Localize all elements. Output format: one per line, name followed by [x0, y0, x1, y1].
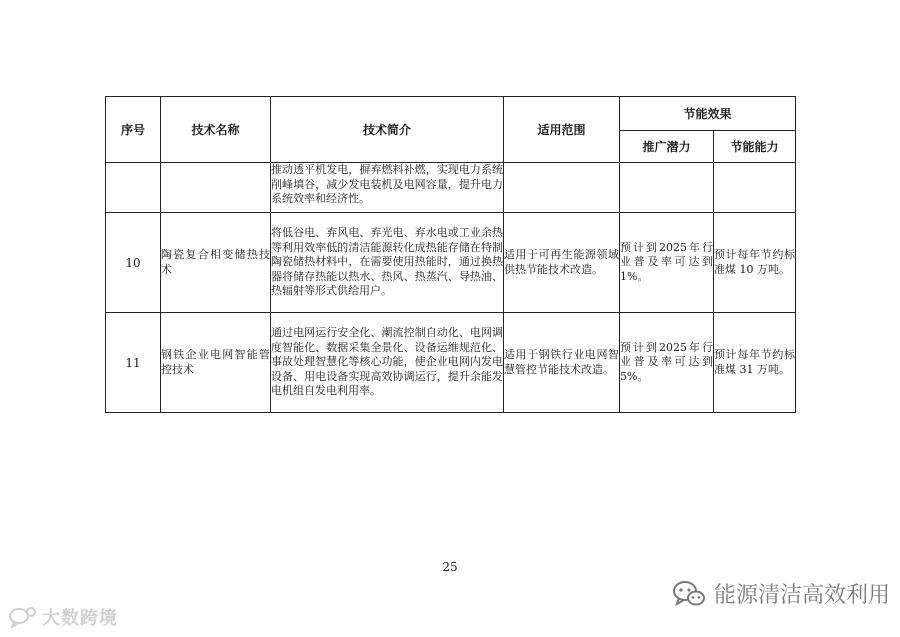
header-scope: 适用范围	[504, 97, 620, 163]
cell-potential: 预计到2025年行业普及率可达到1%。	[620, 213, 714, 313]
cell-capacity: 预计每年节约标准煤 31 万吨。	[714, 313, 796, 413]
cell-desc: 将低谷电、弃风电、弃光电、弃水电或工业余热等利用效率低的清洁能源转化成热能存储在特制陶瓷储热材料中，在需要使用热能时，通过换热器将储存热能以热水、热风、热蒸汽、导热油、热辐射等形式供给用户。	[271, 213, 504, 313]
cell-desc: 推动透平机发电，摒弃燃料补燃，实现电力系统削峰填谷，减少发电装机及电网容量，提升电力系统效率和经济性。	[271, 163, 504, 213]
watermark-left	[8, 604, 118, 630]
cell-capacity	[714, 163, 796, 213]
watermark-right-text: 能源清洁高效利用	[713, 583, 890, 608]
cell-scope	[504, 163, 620, 213]
cell-seq: 11	[106, 313, 161, 413]
wechat-icon	[672, 579, 706, 609]
watermark-left-text: 大数跨境	[42, 608, 118, 629]
cell-seq	[106, 163, 161, 213]
cell-scope: 适用于钢铁行业电网智慧管控节能技术改造。	[504, 313, 620, 413]
cell-desc: 通过电网运行安全化、潮流控制自动化、电网调度智能化、数据采集全景化、设备运维规范化、事故处理智慧化等核心功能，使企业电网内发电设备、用电设备实现高效协调运行，提升余能发电机组自发电利用率。	[271, 313, 504, 413]
header-potential: 推广潜力	[620, 131, 714, 163]
cell-potential	[620, 163, 714, 213]
cell-name: 陶瓷复合相变储热技术	[161, 213, 271, 313]
cell-name: 钢铁企业电网智能管控技术	[161, 313, 271, 413]
dialog-bubble-icon	[8, 606, 38, 628]
header-tech-name: 技术名称	[161, 97, 271, 163]
header-tech-desc: 技术简介	[271, 97, 504, 163]
cell-potential: 预计到2025年行业普及率可达到5%。	[620, 313, 714, 413]
cell-capacity: 预计每年节约标准煤 10 万吨。	[714, 213, 796, 313]
cell-scope: 适用于可再生能源领域供热节能技术改造。	[504, 213, 620, 313]
table-row	[106, 313, 796, 413]
page-number: 25	[442, 560, 458, 574]
header-capacity: 节能能力	[714, 131, 796, 163]
watermark-right	[672, 578, 890, 609]
header-row	[106, 97, 796, 131]
header-seq: 序号	[106, 97, 161, 163]
header-effect-group: 节能效果	[620, 97, 796, 131]
cell-seq: 10	[106, 213, 161, 313]
table-row	[106, 163, 796, 213]
table-row	[106, 213, 796, 313]
cell-name	[161, 163, 271, 213]
energy-tech-table	[105, 96, 796, 413]
